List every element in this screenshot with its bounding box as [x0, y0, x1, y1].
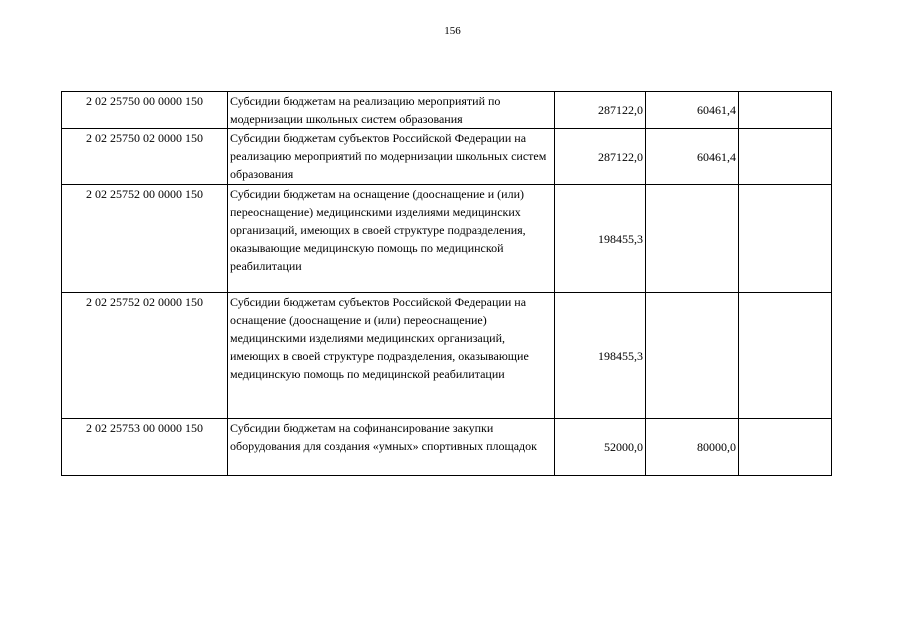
amount-year-2: [646, 293, 739, 419]
amount-year-1: 52000,0: [555, 419, 646, 476]
classification-code: 2 02 25750 00 0000 150: [62, 92, 228, 129]
table-row: [62, 185, 832, 293]
classification-code: 2 02 25752 02 0000 150: [62, 293, 228, 419]
amount-year-2: [646, 185, 739, 293]
amount-year-3: [739, 92, 832, 129]
amount-year-2: 60461,4: [646, 92, 739, 129]
classification-code: 2 02 25752 00 0000 150: [62, 185, 228, 293]
amount-year-1: 287122,0: [555, 92, 646, 129]
classification-code: 2 02 25753 00 0000 150: [62, 419, 228, 476]
table-row: [62, 293, 832, 419]
table-row: [62, 92, 832, 129]
table-row: [62, 419, 832, 476]
amount-year-1: 198455,3: [555, 185, 646, 293]
amount-year-2: 80000,0: [646, 419, 739, 476]
revenue-name: Субсидии бюджетам на оснащение (дооснащение и (или) переоснащение) медицинскими изделиями медицинских организаций, имеющих в своей структуре подразделения, оказывающие медицинскую помощь по медицинской реабилитации: [228, 185, 555, 293]
amount-year-1: 287122,0: [555, 129, 646, 185]
amount-year-3: [739, 129, 832, 185]
amount-year-1: 198455,3: [555, 293, 646, 419]
revenue-name: Субсидии бюджетам субъектов Российской Федерации на оснащение (дооснащение и (или) переоснащение) медицинскими изделиями медицинских организаций, имеющих в своей структуре подразделения, оказывающие медицинскую помощь по медицинской реабилитации: [228, 293, 555, 419]
page-number: 156: [444, 25, 461, 37]
table-row: [62, 129, 832, 185]
revenue-name: Субсидии бюджетам субъектов Российской Федерации на реализацию мероприятий по модернизации школьных систем образования: [228, 129, 555, 185]
amount-year-2: 60461,4: [646, 129, 739, 185]
revenue-name: Субсидии бюджетам на реализацию мероприятий по модернизации школьных систем образования: [228, 92, 555, 129]
classification-code: 2 02 25750 02 0000 150: [62, 129, 228, 185]
revenue-name: Субсидии бюджетам на софинансирование закупки оборудования для создания «умных» спортивных площадок: [228, 419, 555, 476]
amount-year-3: [739, 293, 832, 419]
budget-table: [61, 91, 832, 476]
amount-year-3: [739, 419, 832, 476]
amount-year-3: [739, 185, 832, 293]
